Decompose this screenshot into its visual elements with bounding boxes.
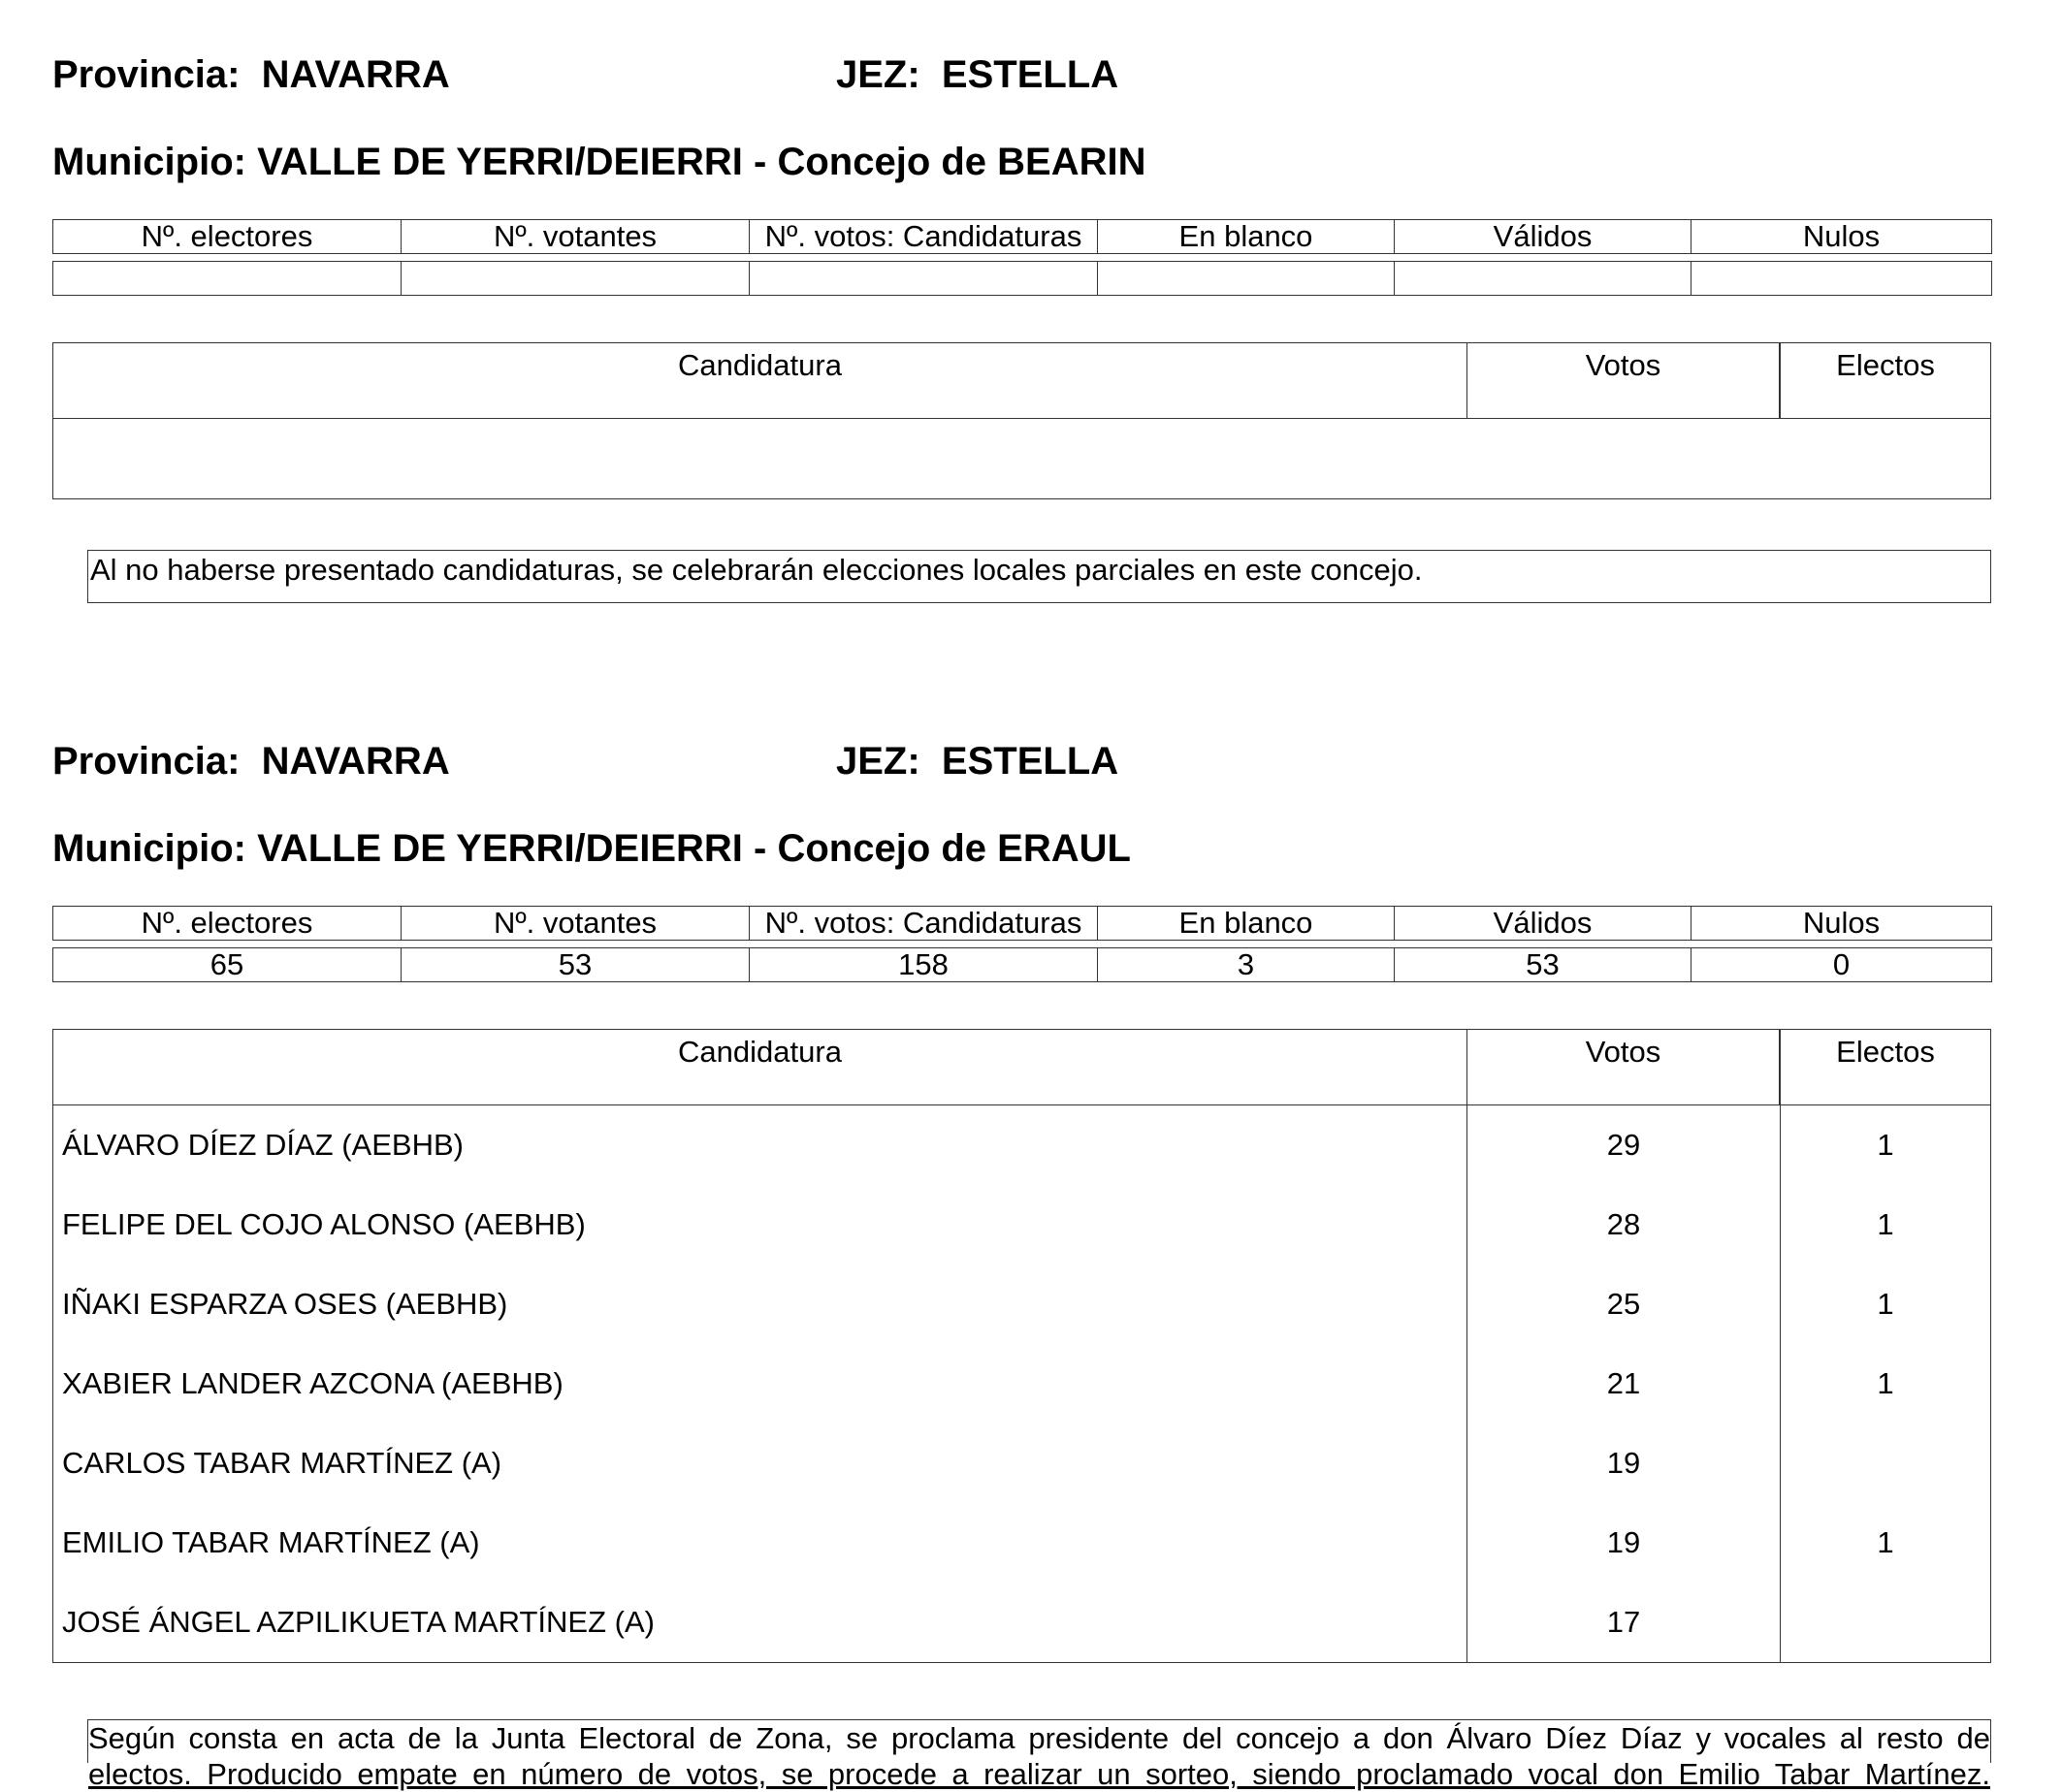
- electos-header: Electos: [1836, 1035, 1935, 1069]
- jez-label: JEZ:: [836, 740, 920, 783]
- stats-header: Nº. votos: Candidaturas: [750, 907, 1098, 941]
- candidate-row: [53, 1503, 1990, 1583]
- candidate-elected: [1781, 1583, 1990, 1662]
- municipio-label: Municipio:: [52, 141, 246, 183]
- candidate-votes: 21: [1467, 1344, 1781, 1424]
- votos-header: Votos: [1467, 343, 1781, 418]
- stats-table: [52, 219, 1992, 296]
- candidates-header: [53, 1030, 1990, 1105]
- stats-header: Nº. electores: [53, 907, 402, 941]
- stats-value: 53: [402, 948, 750, 982]
- stats-value-row: [53, 948, 1992, 982]
- jez-heading: [836, 742, 1118, 781]
- stats-value: 3: [1098, 948, 1395, 982]
- candidate-name: JOSÉ ÁNGEL AZPILIKUETA MARTÍNEZ (A): [53, 1583, 1467, 1662]
- candidate-row: [53, 1344, 1990, 1424]
- provincia-label: Provincia:: [52, 740, 241, 783]
- stats-header: Nulos: [1691, 220, 1992, 254]
- candidate-elected: [1781, 1424, 1990, 1503]
- candidate-name: FELIPE DEL COJO ALONSO (AEBHB): [53, 1185, 1467, 1264]
- candidate-row: [53, 1185, 1990, 1264]
- stats-value: [1691, 262, 1992, 296]
- electos-header: Electos: [1836, 348, 1935, 382]
- stats-header-row: [53, 220, 1992, 254]
- candidate-name: IÑAKI ESPARZA OSES (AEBHB): [53, 1264, 1467, 1344]
- candidate-row: [53, 1424, 1990, 1503]
- stats-value: 158: [750, 948, 1098, 982]
- stats-value: [1395, 262, 1691, 296]
- candidate-row: [53, 1264, 1990, 1344]
- candidate-elected: 1: [1877, 1366, 1894, 1400]
- stats-header: Nº. votos: Candidaturas: [750, 220, 1098, 254]
- candidate-votes: 19: [1467, 1503, 1781, 1583]
- stats-value: [750, 262, 1098, 296]
- note-line: electos. Producido empate en número de votos, se procede a realizar un sorteo, siendo proclamado vocal don Emilio Tabar Martínez.: [88, 1757, 1990, 1791]
- stats-header: Nulos: [1691, 907, 1992, 941]
- stats-value: 53: [1395, 948, 1691, 982]
- candidate-votes: 19: [1467, 1424, 1781, 1503]
- stats-table: [52, 906, 1992, 982]
- candidate-name: EMILIO TABAR MARTÍNEZ (A): [53, 1503, 1467, 1583]
- stats-value-row: [53, 262, 1992, 296]
- candidate-elected: 1: [1877, 1207, 1894, 1241]
- candidatura-header: Candidatura: [53, 343, 1467, 418]
- candidate-name: CARLOS TABAR MARTÍNEZ (A): [53, 1424, 1467, 1503]
- stats-header: Válidos: [1395, 907, 1691, 941]
- candidates-table: [52, 1029, 1991, 1663]
- candidate-votes: 28: [1467, 1185, 1781, 1264]
- candidate-name: XABIER LANDER AZCONA (AEBHB): [53, 1344, 1467, 1424]
- stats-header: Nº. electores: [53, 220, 402, 254]
- stats-header: En blanco: [1098, 907, 1395, 941]
- stats-header: Nº. votantes: [402, 907, 750, 941]
- candidate-elected: 1: [1877, 1287, 1894, 1321]
- candidate-votes: 25: [1467, 1264, 1781, 1344]
- provincia-heading: [52, 55, 450, 94]
- candidates-table: [52, 342, 1991, 499]
- candidate-row: [53, 1583, 1990, 1662]
- candidate-elected: 1: [1877, 1525, 1894, 1559]
- candidatura-header: Candidatura: [53, 1030, 1467, 1104]
- jez-label: JEZ:: [836, 53, 920, 96]
- municipio-value: VALLE DE YERRI/DEIERRI - Concejo de ERAUL: [257, 827, 1131, 870]
- jez-value: ESTELLA: [941, 53, 1119, 96]
- note-text: Al no haberse presentado candidaturas, se celebrarán elecciones locales parciales en este concejo.: [90, 553, 1423, 587]
- provincia-heading: [52, 742, 450, 781]
- stats-header: En blanco: [1098, 220, 1395, 254]
- note-box: [87, 1719, 1991, 1791]
- municipio-label: Municipio:: [52, 827, 246, 870]
- candidates-header: [53, 343, 1990, 419]
- stats-value: 65: [53, 948, 402, 982]
- stats-value: [53, 262, 402, 296]
- stats-header-row: [53, 907, 1992, 941]
- stats-value: 0: [1691, 948, 1992, 982]
- provincia-value: NAVARRA: [261, 53, 450, 96]
- jez-heading: [836, 55, 1118, 94]
- municipio-heading: [52, 829, 1131, 868]
- note-line: Según consta en acta de la Junta Electoral de Zona, se proclama presidente del concejo a don Álvaro Díez Díaz y vocales al resto de: [88, 1721, 1990, 1755]
- candidate-elected: 1: [1877, 1128, 1894, 1162]
- provincia-label: Provincia:: [52, 53, 241, 96]
- municipio-heading: [52, 143, 1146, 181]
- stats-header: Válidos: [1395, 220, 1691, 254]
- candidate-name: ÁLVARO DÍEZ DÍAZ (AEBHB): [53, 1105, 1467, 1185]
- stats-header: Nº. votantes: [402, 220, 750, 254]
- candidate-votes: 17: [1467, 1583, 1781, 1662]
- stats-value: [1098, 262, 1395, 296]
- stats-value: [402, 262, 750, 296]
- candidate-row: [53, 1105, 1990, 1185]
- votos-header: Votos: [1467, 1030, 1781, 1104]
- note-box: [87, 550, 1991, 603]
- provincia-value: NAVARRA: [261, 740, 450, 783]
- jez-value: ESTELLA: [941, 740, 1119, 783]
- candidate-votes: 29: [1467, 1105, 1781, 1185]
- municipio-value: VALLE DE YERRI/DEIERRI - Concejo de BEARIN: [257, 141, 1146, 183]
